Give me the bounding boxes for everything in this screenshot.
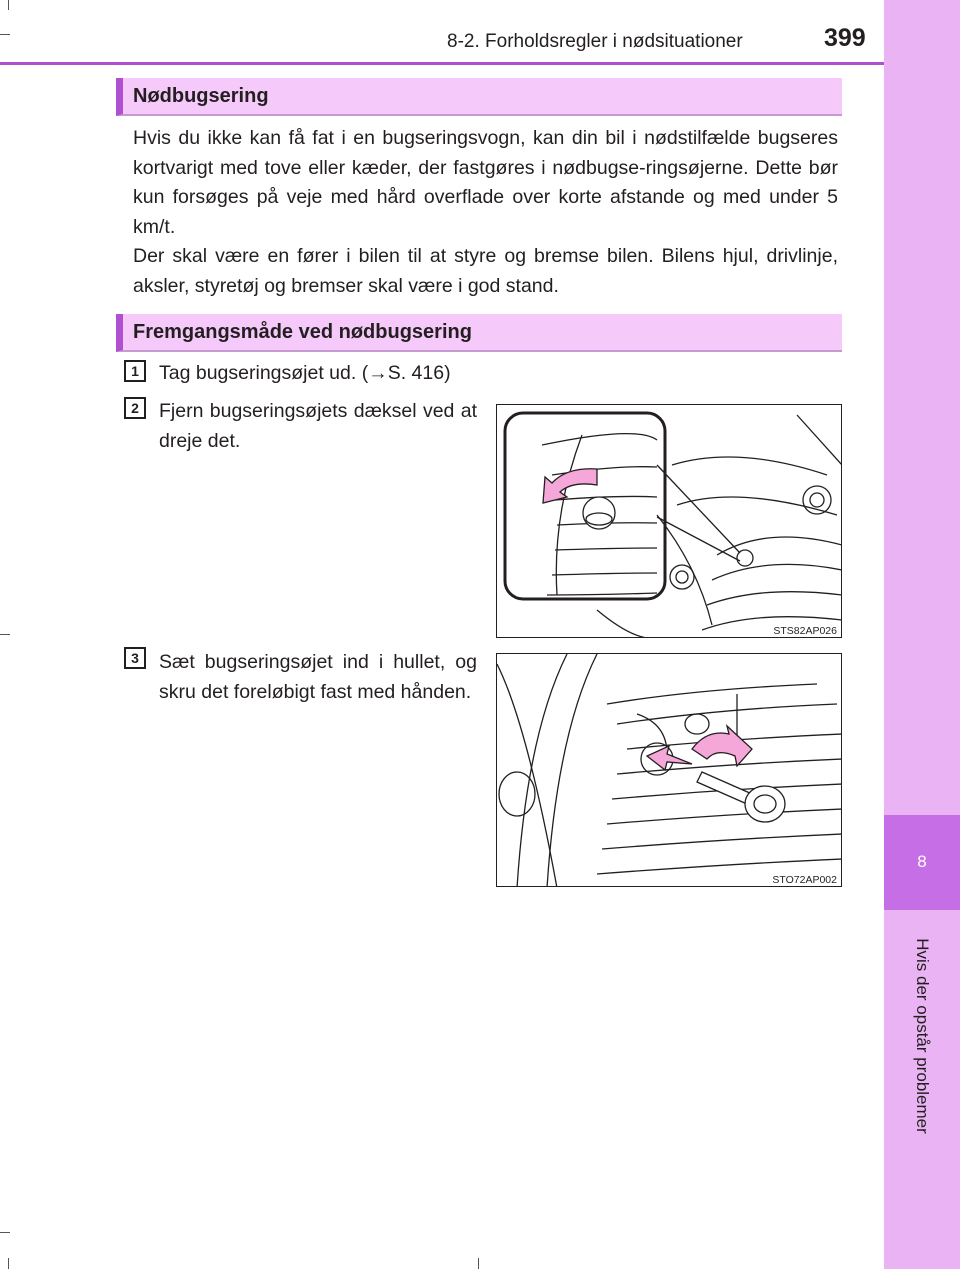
crop-mark — [8, 0, 9, 10]
bumper-cover-illustration — [497, 405, 842, 638]
crop-mark — [0, 34, 10, 35]
body-paragraph: Hvis du ikke kan få fat i en bugseringsvogn, kan din bil i nødstilfælde bugseres kortvarigt med tove eller kæder, der fastgøres i nødbugse-ringsøjerne. Dette bør kun forsøges på veje med hård overflade over korte afstande og med under 5 km/t. — [133, 127, 838, 238]
header-rule — [0, 62, 884, 65]
step-number-2: 2 — [124, 397, 146, 419]
figure-insert-eye — [496, 653, 842, 887]
figure-code: STS82AP026 — [773, 625, 837, 637]
towing-eye-illustration — [497, 654, 842, 887]
rotate-arrow-icon — [692, 726, 752, 766]
crop-mark — [8, 1258, 9, 1269]
section-heading-bar — [116, 314, 842, 352]
body-paragraph: Der skal være en fører i bilen til at styre og bremse bilen. Bilens hjul, drivlinje, aksler, styretøj og bremser skal være i god stand. — [133, 245, 838, 297]
step-text-1: Tag bugseringsøjet ud. (→S. 416) — [159, 362, 451, 384]
step-number-1: 1 — [124, 360, 146, 382]
crop-mark — [0, 634, 10, 635]
chapter-number: 8 — [917, 852, 927, 871]
figure-code: STO72AP002 — [772, 874, 837, 886]
section-heading: Fremgangsmåde ved nødbugsering — [133, 321, 472, 343]
chapter-title: Hvis der opstår problemer — [913, 938, 932, 1134]
step-text-3: Sæt bugseringsøjet ind i hullet, og skru det foreløbigt fast med hånden. — [159, 651, 477, 703]
step-text-2: Fjern bugseringsøjets dæksel ved at dreje det. — [159, 400, 477, 452]
section-heading: Nødbugsering — [133, 85, 269, 107]
section-heading-bar — [116, 78, 842, 116]
page-number: 399 — [824, 24, 866, 52]
crop-mark — [478, 1258, 479, 1269]
figure-remove-cover — [496, 404, 842, 638]
crop-mark — [0, 1232, 10, 1233]
running-section-title: 8-2. Forholdsregler i nødsituationer — [447, 31, 743, 52]
step-number-3: 3 — [124, 647, 146, 669]
